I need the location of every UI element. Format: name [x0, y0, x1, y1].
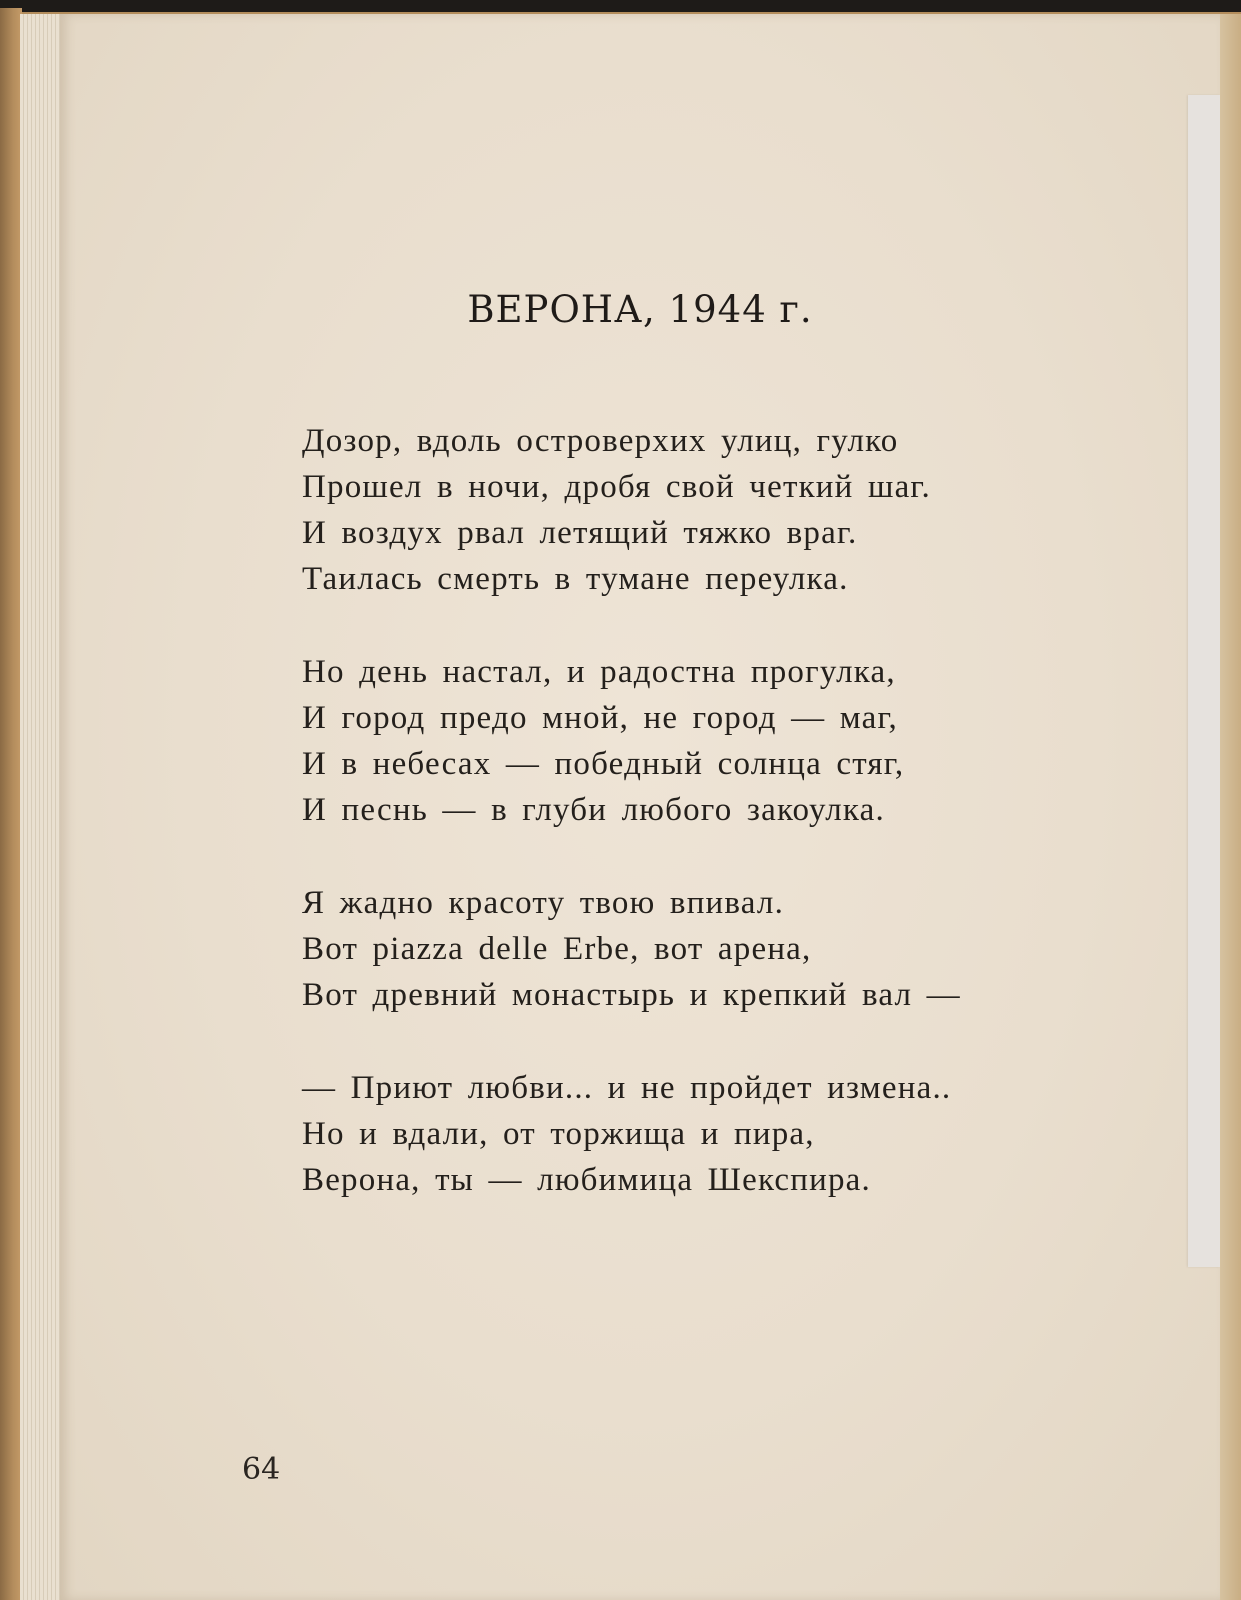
stanza: [302, 418, 961, 602]
poem-line: И город предо мной, не город — маг,: [302, 700, 898, 736]
poem-line: И воздух рвал летящий тяжко враг.: [302, 515, 858, 551]
poem-line: Но и вдали, от торжища и пира,: [302, 1116, 815, 1152]
poem-line: Дозор, вдоль островерхих улиц, гулко: [302, 423, 899, 459]
stanza: [302, 1065, 961, 1203]
book-cover-right-edge: [1220, 14, 1241, 1600]
poem-title: ВЕРОНА, 1944 г.: [467, 288, 813, 331]
poem-line: Прошел в ночи, дробя свой четкий шаг.: [302, 469, 931, 505]
poem-line: Вот piazza delle Erbe, вот арена,: [302, 931, 812, 967]
stanza: [302, 880, 961, 1018]
poem-body: [302, 418, 961, 1250]
poem-line: И в небесах — победный солнца стяг,: [302, 746, 905, 782]
paper-strip: [1188, 95, 1220, 1267]
page-number: 64: [242, 1452, 281, 1487]
poem-line: Я жадно красоту твою впивал.: [302, 885, 785, 921]
stanza: [302, 649, 961, 833]
poem-line: Но день настал, и радостна прогулка,: [302, 654, 896, 690]
poem-line: И песнь — в глуби любого закоулка.: [302, 792, 885, 828]
book-cover-top-edge: [0, 0, 1241, 12]
poem-line: Вот древний монастырь и крепкий вал —: [302, 977, 961, 1013]
poem-line: Верона, ты — любимица Шекспира.: [302, 1162, 871, 1198]
poem-line: Таилась смерть в тумане переулка.: [302, 561, 849, 597]
poem-line: — Приют любви... и не пройдет измена..: [302, 1070, 952, 1106]
book-cover-left-edge: [0, 8, 22, 1600]
